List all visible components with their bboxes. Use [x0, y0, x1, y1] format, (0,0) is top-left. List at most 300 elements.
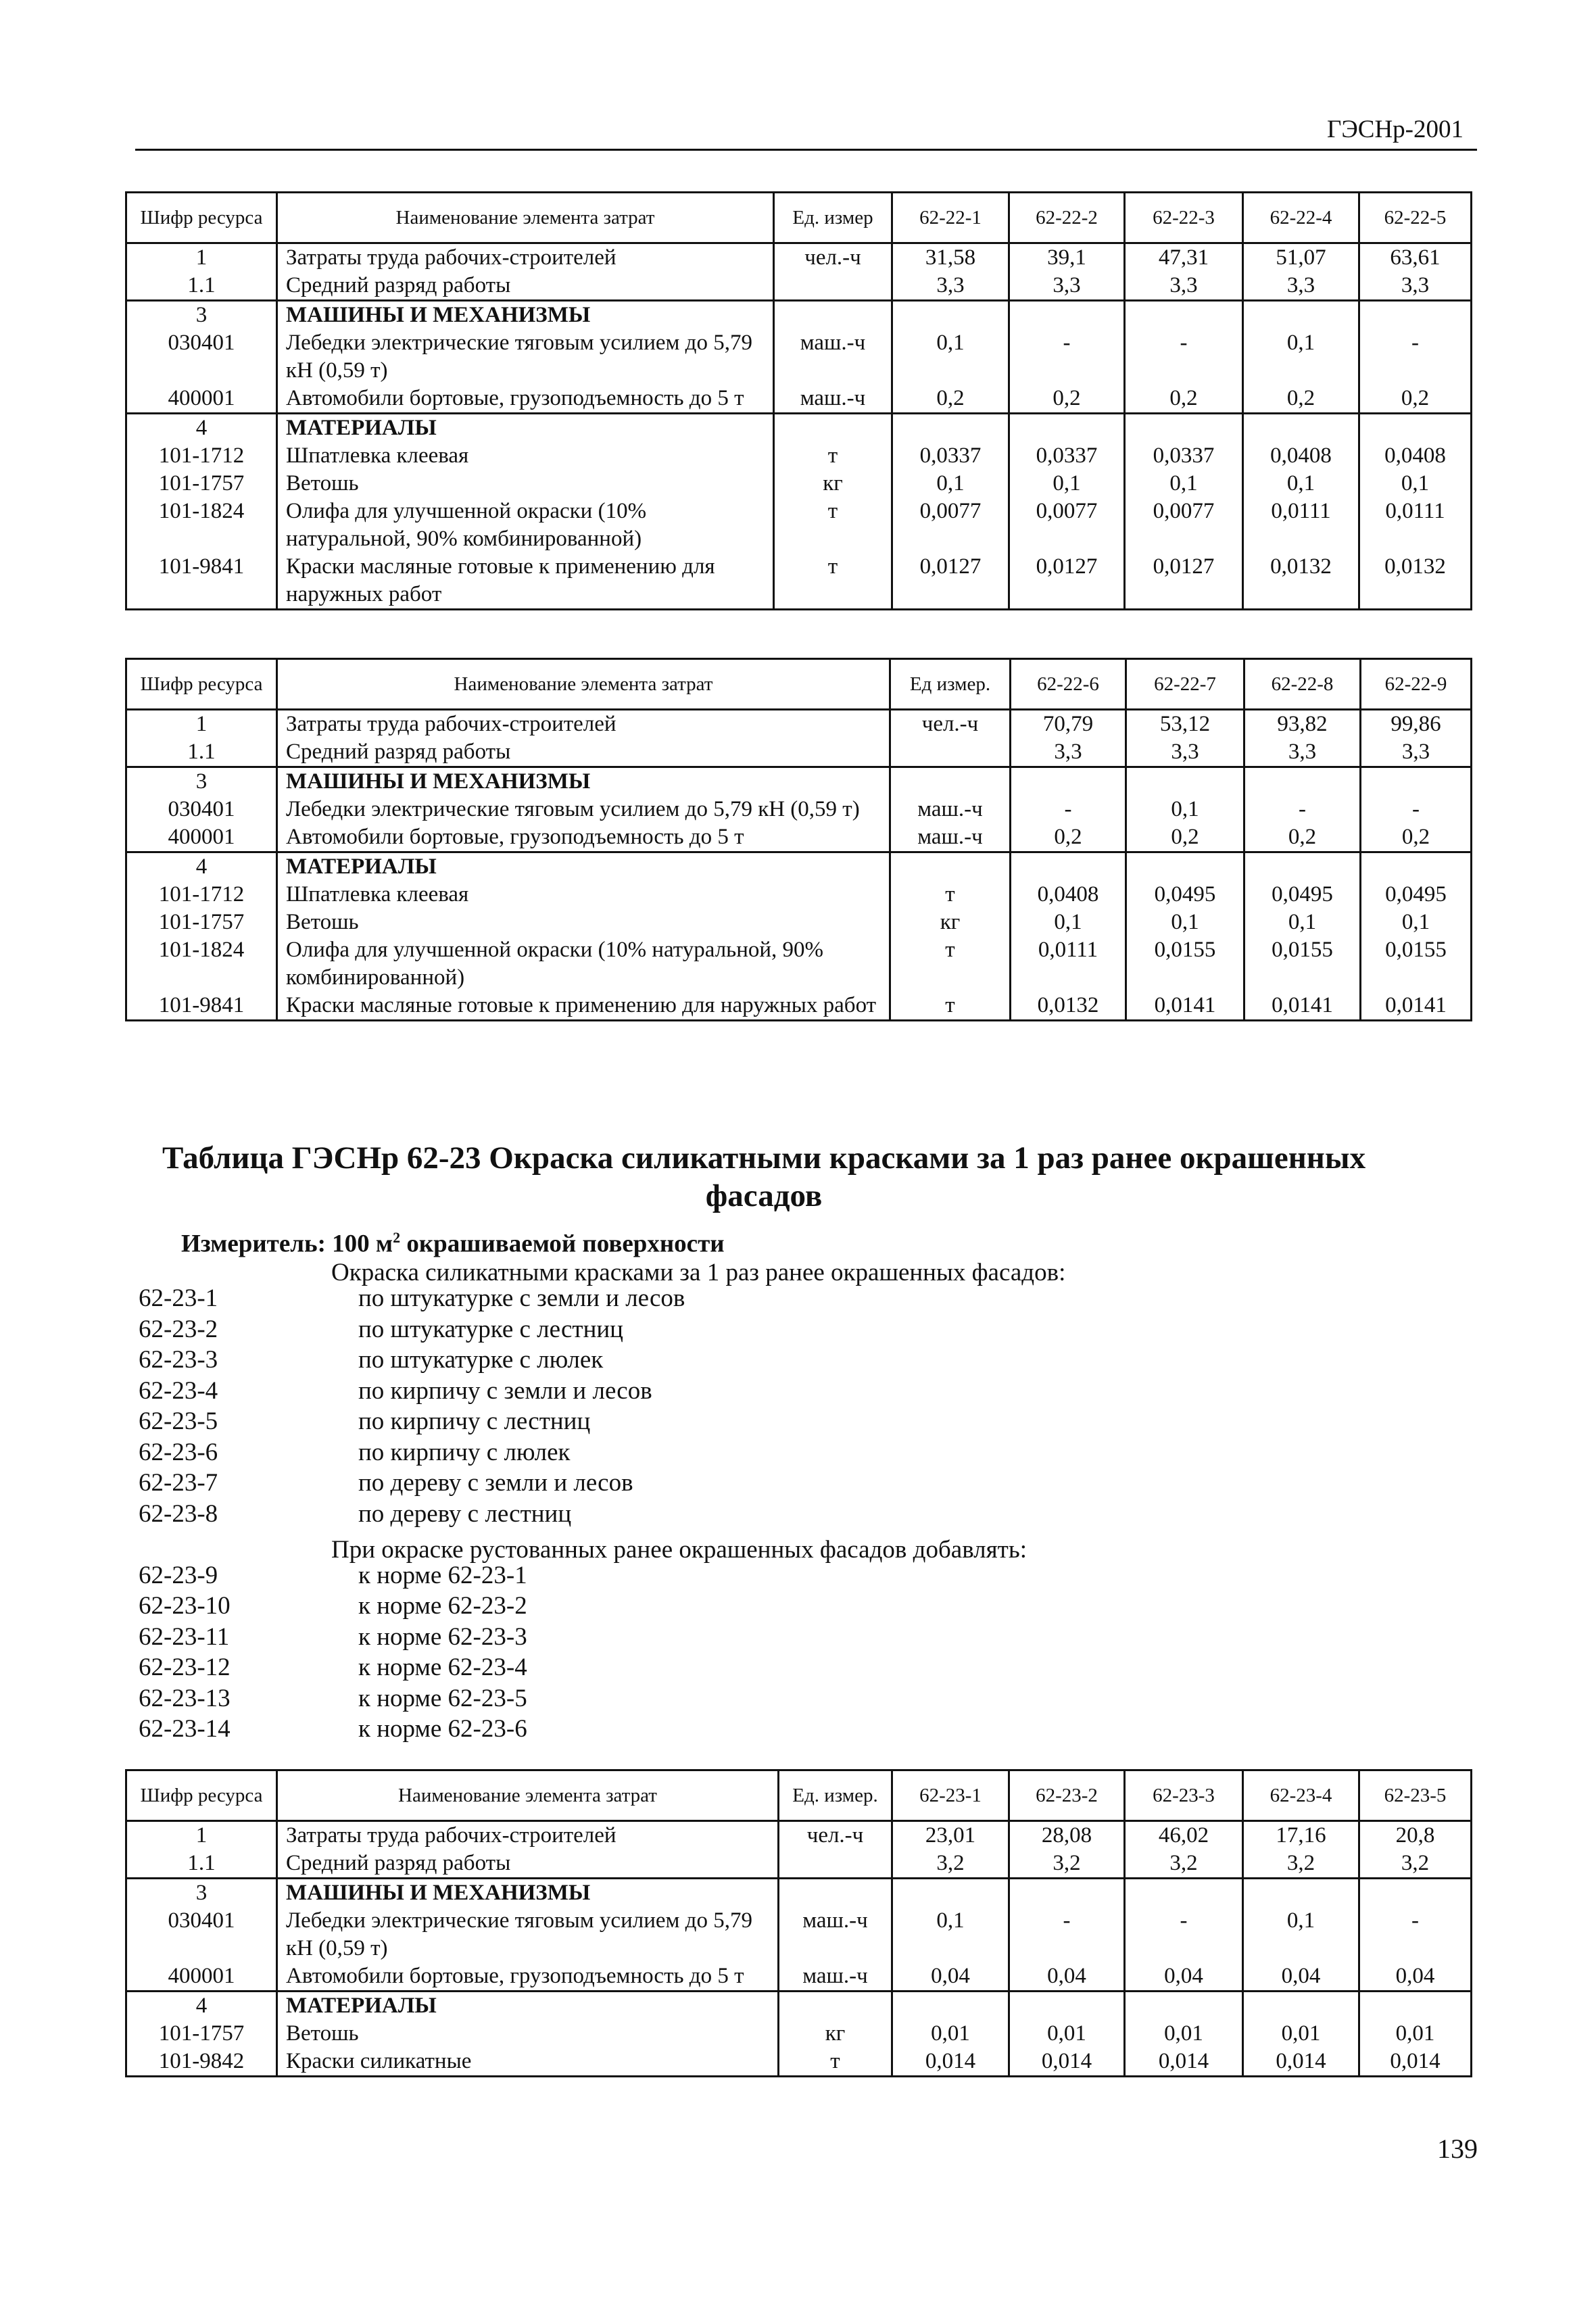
- col-header-norm: 62-22-1: [892, 193, 1009, 243]
- value-cell: 0,014: [1125, 2048, 1243, 2077]
- col-header-unit: Ед. измер.: [779, 1770, 892, 1821]
- table-row: [126, 1962, 1472, 1992]
- table-row: [126, 414, 1472, 443]
- value-cell: 0,014: [1243, 2048, 1359, 2077]
- resource-code: 101-9841: [126, 992, 277, 1021]
- table-row: [126, 909, 1472, 936]
- value-cell: [1243, 414, 1359, 443]
- value-cell: [1009, 1879, 1125, 1908]
- value-cell: 0,0155: [1244, 936, 1361, 992]
- running-header: [135, 115, 1477, 151]
- table-row: [126, 796, 1472, 823]
- value-cell: -: [1125, 1907, 1243, 1962]
- col-header-norm: 62-22-7: [1126, 659, 1244, 710]
- table-row: [126, 1907, 1472, 1962]
- work-description: по дереву с земли и лесов: [358, 1469, 633, 1497]
- value-cell: [1359, 1992, 1472, 2021]
- resource-code: 101-1824: [126, 936, 277, 992]
- value-cell: 0,2: [892, 385, 1009, 414]
- value-cell: 46,02: [1125, 1821, 1243, 1850]
- value-cell: -: [1359, 329, 1472, 385]
- table-row: [126, 2048, 1472, 2077]
- value-cell: 3,3: [892, 272, 1009, 301]
- col-header-norm: 62-22-5: [1359, 193, 1472, 243]
- value-cell: 0,0111: [1359, 498, 1472, 553]
- cost-element-name: Средний разряд работы: [277, 1850, 779, 1879]
- value-cell: 31,58: [892, 243, 1009, 272]
- unit-cell: [890, 767, 1011, 796]
- value-cell: [1125, 414, 1243, 443]
- list-item: [139, 1683, 685, 1714]
- value-cell: 63,61: [1359, 243, 1472, 272]
- value-cell: 20,8: [1359, 1821, 1472, 1850]
- resource-code: 1.1: [126, 738, 277, 767]
- resource-code: 1: [126, 243, 277, 272]
- value-cell: 28,08: [1009, 1821, 1125, 1850]
- value-cell: 0,04: [1243, 1962, 1359, 1992]
- list-item: [139, 1714, 685, 1745]
- col-header-norm: 62-22-3: [1125, 193, 1243, 243]
- work-code: 62-23-5: [139, 1407, 218, 1435]
- document-code: ГЭСНр-2001: [1326, 116, 1464, 143]
- meter-label: Измеритель: 100 м: [181, 1230, 393, 1258]
- unit-cell: [779, 1850, 892, 1879]
- unit-cell: [890, 738, 1011, 767]
- unit-cell: кг: [890, 909, 1011, 936]
- value-cell: 3,3: [1011, 738, 1126, 767]
- list-item: [139, 1314, 685, 1345]
- list-item: [139, 1591, 685, 1622]
- work-code: 62-23-3: [139, 1346, 218, 1374]
- cost-element-name: Ветошь: [277, 2020, 779, 2048]
- value-cell: 53,12: [1126, 710, 1244, 739]
- col-header-norm: 62-22-9: [1361, 659, 1472, 710]
- value-cell: -: [1359, 1907, 1472, 1962]
- unit-cell: чел.-ч: [774, 243, 892, 272]
- unit-cell: чел.-ч: [779, 1821, 892, 1850]
- value-cell: 3,2: [1009, 1850, 1125, 1879]
- cost-element-name: Краски масляные готовые к применению для наружных работ: [277, 992, 890, 1021]
- value-cell: 0,01: [1243, 2020, 1359, 2048]
- resource-code: 030401: [126, 796, 277, 823]
- work-code: 62-23-13: [139, 1684, 231, 1712]
- table-row: [126, 553, 1472, 610]
- unit-cell: кг: [779, 2020, 892, 2048]
- value-cell: 0,0408: [1011, 881, 1126, 909]
- work-description: к норме 62-23-1: [358, 1561, 527, 1589]
- resource-code: 030401: [126, 329, 277, 385]
- table-row: [126, 1879, 1472, 1908]
- unit-of-measure: [181, 1229, 725, 1258]
- value-cell: 0,04: [1359, 1962, 1472, 1992]
- table-row: [126, 936, 1472, 992]
- resource-code: 4: [126, 414, 277, 443]
- value-cell: -: [1361, 796, 1472, 823]
- cost-element-name: Лебедки электрические тяговым усилием до 5,79 кН (0,59 т): [277, 796, 890, 823]
- resource-code: 101-9841: [126, 553, 277, 610]
- table-row: [126, 852, 1472, 882]
- value-cell: 0,2: [1361, 823, 1472, 852]
- value-cell: [1126, 767, 1244, 796]
- cost-element-name: Затраты труда рабочих-строителей: [277, 710, 890, 739]
- value-cell: 3,3: [1126, 738, 1244, 767]
- resource-code: 400001: [126, 385, 277, 414]
- unit-cell: т: [779, 2048, 892, 2077]
- value-cell: 0,0132: [1243, 553, 1359, 610]
- resource-code: 101-1712: [126, 881, 277, 909]
- value-cell: 3,3: [1125, 272, 1243, 301]
- value-cell: 0,04: [892, 1962, 1009, 1992]
- intro-text: Окраска силикатными красками за 1 раз ранее окрашенных фасадов:: [331, 1259, 1066, 1286]
- cost-element-name: Олифа для улучшенной окраски (10% натуральной, 90% комбинированной): [277, 936, 890, 992]
- value-cell: [1009, 414, 1125, 443]
- col-header-name: Наименование элемента затрат: [277, 193, 774, 243]
- col-header-norm: 62-23-5: [1359, 1770, 1472, 1821]
- resource-table-62-23-1-5: [125, 1769, 1472, 2077]
- value-cell: 0,0111: [1011, 936, 1126, 992]
- unit-cell: маш.-ч: [774, 329, 892, 385]
- value-cell: 0,0132: [1011, 992, 1126, 1021]
- value-cell: 0,0337: [892, 442, 1009, 470]
- table-row: [126, 301, 1472, 330]
- value-cell: 0,1: [1125, 470, 1243, 498]
- value-cell: [1243, 301, 1359, 330]
- list-item: [139, 1376, 685, 1407]
- resource-code: 400001: [126, 1962, 277, 1992]
- value-cell: 0,1: [1359, 470, 1472, 498]
- value-cell: [892, 1992, 1009, 2021]
- value-cell: 0,0127: [1009, 553, 1125, 610]
- work-description: по штукатурке с земли и лесов: [358, 1284, 685, 1312]
- col-header-norm: 62-22-2: [1009, 193, 1125, 243]
- value-cell: 0,014: [1359, 2048, 1472, 2077]
- resource-code: 101-1757: [126, 909, 277, 936]
- unit-cell: т: [774, 553, 892, 610]
- value-cell: [1009, 1992, 1125, 2021]
- value-cell: 0,0337: [1009, 442, 1125, 470]
- value-cell: 93,82: [1244, 710, 1361, 739]
- work-description: к норме 62-23-2: [358, 1592, 527, 1620]
- value-cell: 70,79: [1011, 710, 1126, 739]
- list-item: [139, 1529, 685, 1560]
- table-row: [126, 767, 1472, 796]
- col-header-norm: 62-23-3: [1125, 1770, 1243, 1821]
- table-row: [126, 710, 1472, 739]
- value-cell: 0,1: [1126, 796, 1244, 823]
- value-cell: 23,01: [892, 1821, 1009, 1850]
- value-cell: 0,1: [1243, 1907, 1359, 1962]
- value-cell: -: [1009, 329, 1125, 385]
- unit-cell: кг: [774, 470, 892, 498]
- value-cell: -: [1011, 796, 1126, 823]
- col-header-name: Наименование элемента затрат: [277, 659, 890, 710]
- value-cell: 0,0077: [892, 498, 1009, 553]
- value-cell: 0,0111: [1243, 498, 1359, 553]
- value-cell: [1125, 1992, 1243, 2021]
- value-cell: -: [1009, 1907, 1125, 1962]
- unit-cell: маш.-ч: [774, 385, 892, 414]
- unit-cell: маш.-ч: [779, 1962, 892, 1992]
- work-code: 62-23-2: [139, 1315, 218, 1343]
- value-cell: 17,16: [1243, 1821, 1359, 1850]
- resource-code: 030401: [126, 1907, 277, 1962]
- section-title: Таблица ГЭСНр 62-23 Окраска силикатными красками за 1 раз ранее окрашенных фасадов: [162, 1140, 1366, 1213]
- value-cell: [1009, 301, 1125, 330]
- unit-cell: т: [890, 936, 1011, 992]
- unit-cell: т: [774, 498, 892, 553]
- value-cell: 0,1: [1011, 909, 1126, 936]
- section-heading: МАТЕРИАЛЫ: [277, 414, 774, 443]
- list-item: [139, 1406, 685, 1437]
- value-cell: 0,0495: [1361, 881, 1472, 909]
- value-cell: [1244, 852, 1361, 882]
- value-cell: 0,014: [1009, 2048, 1125, 2077]
- col-header-norm: 62-22-8: [1244, 659, 1361, 710]
- work-description: по кирпичу с лестниц: [358, 1407, 591, 1435]
- col-header-unit: Ед. измер: [774, 193, 892, 243]
- value-cell: [1011, 767, 1126, 796]
- value-cell: 0,04: [1125, 1962, 1243, 1992]
- value-cell: 3,3: [1009, 272, 1125, 301]
- value-cell: 0,01: [892, 2020, 1009, 2048]
- value-cell: [1243, 1879, 1359, 1908]
- value-cell: 0,1: [892, 1907, 1009, 1962]
- table-row: [126, 272, 1472, 301]
- unit-cell: [779, 1879, 892, 1908]
- table-row: [126, 1821, 1472, 1850]
- value-cell: 0,2: [1359, 385, 1472, 414]
- work-code: 62-23-1: [139, 1284, 218, 1312]
- col-header-norm: 62-23-2: [1009, 1770, 1125, 1821]
- col-header-unit: Ед измер.: [890, 659, 1011, 710]
- work-description: по штукатурке с лестниц: [358, 1315, 623, 1343]
- value-cell: 3,3: [1243, 272, 1359, 301]
- value-cell: 0,0077: [1125, 498, 1243, 553]
- work-code: 62-23-10: [139, 1592, 231, 1620]
- unit-cell: [890, 852, 1011, 882]
- col-header-code: Шифр ресурса: [126, 193, 277, 243]
- work-description: к норме 62-23-5: [358, 1684, 527, 1712]
- value-cell: 0,1: [1243, 470, 1359, 498]
- value-cell: 0,0132: [1359, 553, 1472, 610]
- table-row: [126, 442, 1472, 470]
- list-item: [139, 1468, 685, 1499]
- section-heading: МАШИНЫ И МЕХАНИЗМЫ: [277, 301, 774, 330]
- cost-element-name: Олифа для улучшенной окраски (10% натуральной, 90% комбинированной): [277, 498, 774, 553]
- value-cell: 3,2: [892, 1850, 1009, 1879]
- value-cell: [1361, 767, 1472, 796]
- value-cell: 3,3: [1244, 738, 1361, 767]
- col-header-norm: 62-23-4: [1243, 1770, 1359, 1821]
- value-cell: 3,3: [1359, 272, 1472, 301]
- table-row: [126, 1850, 1472, 1879]
- work-description: по кирпичу с земли и лесов: [358, 1376, 652, 1405]
- table-row: [126, 992, 1472, 1021]
- col-header-norm: 62-23-1: [892, 1770, 1009, 1821]
- value-cell: 0,0155: [1361, 936, 1472, 992]
- section-heading: МАШИНЫ И МЕХАНИЗМЫ: [277, 767, 890, 796]
- cost-element-name: Шпатлевка клеевая: [277, 442, 774, 470]
- value-cell: 0,2: [1244, 823, 1361, 852]
- value-cell: 0,2: [1126, 823, 1244, 852]
- value-cell: [1126, 852, 1244, 882]
- unit-cell: маш.-ч: [890, 823, 1011, 852]
- value-cell: 0,1: [1009, 470, 1125, 498]
- meter-rest: окрашиваемой поверхности: [400, 1230, 725, 1258]
- cost-element-name: Лебедки электрические тяговым усилием до 5,79 кН (0,59 т): [277, 329, 774, 385]
- value-cell: 0,1: [1243, 329, 1359, 385]
- value-cell: 0,1: [892, 329, 1009, 385]
- table-row: [126, 385, 1472, 414]
- table-row: [126, 823, 1472, 852]
- table-row: [126, 738, 1472, 767]
- col-header-code: Шифр ресурса: [126, 659, 277, 710]
- work-code: 62-23-12: [139, 1654, 231, 1681]
- value-cell: [892, 414, 1009, 443]
- value-cell: 0,0141: [1244, 992, 1361, 1021]
- value-cell: 0,2: [1011, 823, 1126, 852]
- cost-element-name: Краски масляные готовые к применению для наружных работ: [277, 553, 774, 610]
- value-cell: [1359, 301, 1472, 330]
- value-cell: 0,0408: [1243, 442, 1359, 470]
- list-item: [139, 1437, 685, 1468]
- cost-element-name: Ветошь: [277, 470, 774, 498]
- value-cell: 0,1: [892, 470, 1009, 498]
- list-item: [139, 1345, 685, 1376]
- section-heading: МАШИНЫ И МЕХАНИЗМЫ: [277, 1879, 779, 1908]
- resource-code: 101-1757: [126, 2020, 277, 2048]
- cost-element-name: Затраты труда рабочих-строителей: [277, 243, 774, 272]
- table-row: [126, 470, 1472, 498]
- value-cell: [1359, 1879, 1472, 1908]
- value-cell: 0,2: [1009, 385, 1125, 414]
- intro-text-additional: При окраске рустованных ранее окрашенных фасадов добавлять:: [331, 1536, 1027, 1564]
- value-cell: 0,0337: [1125, 442, 1243, 470]
- work-code: 62-23-6: [139, 1438, 218, 1466]
- value-cell: 0,04: [1009, 1962, 1125, 1992]
- table-header-row: [126, 193, 1472, 243]
- unit-cell: маш.-ч: [779, 1907, 892, 1962]
- work-description: к норме 62-23-6: [358, 1715, 527, 1743]
- value-cell: 0,1: [1244, 909, 1361, 936]
- unit-cell: т: [890, 992, 1011, 1021]
- work-description: к норме 62-23-3: [358, 1622, 527, 1651]
- table-header-row: [126, 1770, 1472, 1821]
- value-cell: 0,1: [1126, 909, 1244, 936]
- cost-element-name: Автомобили бортовые, грузоподъемность до 5 т: [277, 823, 890, 852]
- section-heading: МАТЕРИАЛЫ: [277, 1992, 779, 2021]
- list-item: [139, 1499, 685, 1530]
- list-item: [139, 1652, 685, 1683]
- value-cell: 0,01: [1009, 2020, 1125, 2048]
- resource-code: 101-1712: [126, 442, 277, 470]
- value-cell: [1359, 414, 1472, 443]
- unit-cell: [774, 414, 892, 443]
- unit-cell: [774, 272, 892, 301]
- work-description: по штукатурке с люлек: [358, 1346, 604, 1374]
- value-cell: 99,86: [1361, 710, 1472, 739]
- list-item: [139, 1622, 685, 1653]
- work-code: 62-23-11: [139, 1622, 230, 1651]
- value-cell: 3,2: [1125, 1850, 1243, 1879]
- value-cell: 0,01: [1359, 2020, 1472, 2048]
- resource-table-62-22-1-5: [125, 191, 1472, 610]
- table-header-row: [126, 659, 1472, 710]
- value-cell: 3,3: [1361, 738, 1472, 767]
- value-cell: -: [1125, 329, 1243, 385]
- meter-superscript: 2: [393, 1229, 401, 1246]
- table-row: [126, 881, 1472, 909]
- value-cell: [1125, 1879, 1243, 1908]
- value-cell: 0,0127: [892, 553, 1009, 610]
- col-header-code: Шифр ресурса: [126, 1770, 277, 1821]
- work-code: 62-23-14: [139, 1715, 231, 1743]
- resource-code: 101-1757: [126, 470, 277, 498]
- resource-code: 1: [126, 710, 277, 739]
- cost-element-name: Средний разряд работы: [277, 272, 774, 301]
- value-cell: [1244, 767, 1361, 796]
- value-cell: 0,0408: [1359, 442, 1472, 470]
- table-row: [126, 498, 1472, 553]
- value-cell: 0,1: [1361, 909, 1472, 936]
- value-cell: 51,07: [1243, 243, 1359, 272]
- cost-element-name: Ветошь: [277, 909, 890, 936]
- cost-element-name: Затраты труда рабочих-строителей: [277, 1821, 779, 1850]
- resource-code: 101-1824: [126, 498, 277, 553]
- section-heading: МАТЕРИАЛЫ: [277, 852, 890, 882]
- value-cell: 0,2: [1125, 385, 1243, 414]
- unit-cell: [779, 1992, 892, 2021]
- col-header-norm: 62-22-6: [1011, 659, 1126, 710]
- list-item: [139, 1560, 685, 1591]
- value-cell: 0,0077: [1009, 498, 1125, 553]
- unit-cell: маш.-ч: [890, 796, 1011, 823]
- work-code: 62-23-9: [139, 1561, 218, 1589]
- unit-cell: т: [774, 442, 892, 470]
- value-cell: [1243, 1992, 1359, 2021]
- value-cell: 0,2: [1243, 385, 1359, 414]
- resource-code: 1.1: [126, 272, 277, 301]
- resource-code: 1: [126, 1821, 277, 1850]
- cost-element-name: Шпатлевка клеевая: [277, 881, 890, 909]
- cost-element-name: Краски силикатные: [277, 2048, 779, 2077]
- page-number: 139: [1437, 2133, 1478, 2164]
- value-cell: 39,1: [1009, 243, 1125, 272]
- resource-code: 101-9842: [126, 2048, 277, 2077]
- value-cell: [1125, 301, 1243, 330]
- value-cell: 0,0141: [1361, 992, 1472, 1021]
- work-description: по кирпичу с люлек: [358, 1438, 571, 1466]
- value-cell: 3,2: [1243, 1850, 1359, 1879]
- value-cell: 0,0155: [1126, 936, 1244, 992]
- work-code: 62-23-8: [139, 1499, 218, 1528]
- resource-code: 4: [126, 852, 277, 882]
- value-cell: [892, 301, 1009, 330]
- work-code: 62-23-7: [139, 1469, 218, 1497]
- work-code: 62-23-4: [139, 1376, 218, 1405]
- value-cell: 0,0495: [1244, 881, 1361, 909]
- list-item: [139, 1283, 685, 1314]
- work-codes-list: [139, 1283, 685, 1745]
- col-header-norm: 62-22-4: [1243, 193, 1359, 243]
- value-cell: [1011, 852, 1126, 882]
- resource-code: 3: [126, 301, 277, 330]
- work-description: по дереву с лестниц: [358, 1499, 572, 1528]
- unit-cell: [774, 301, 892, 330]
- resource-table-62-22-6-9: [125, 658, 1472, 1021]
- value-cell: -: [1244, 796, 1361, 823]
- table-row: [126, 243, 1472, 272]
